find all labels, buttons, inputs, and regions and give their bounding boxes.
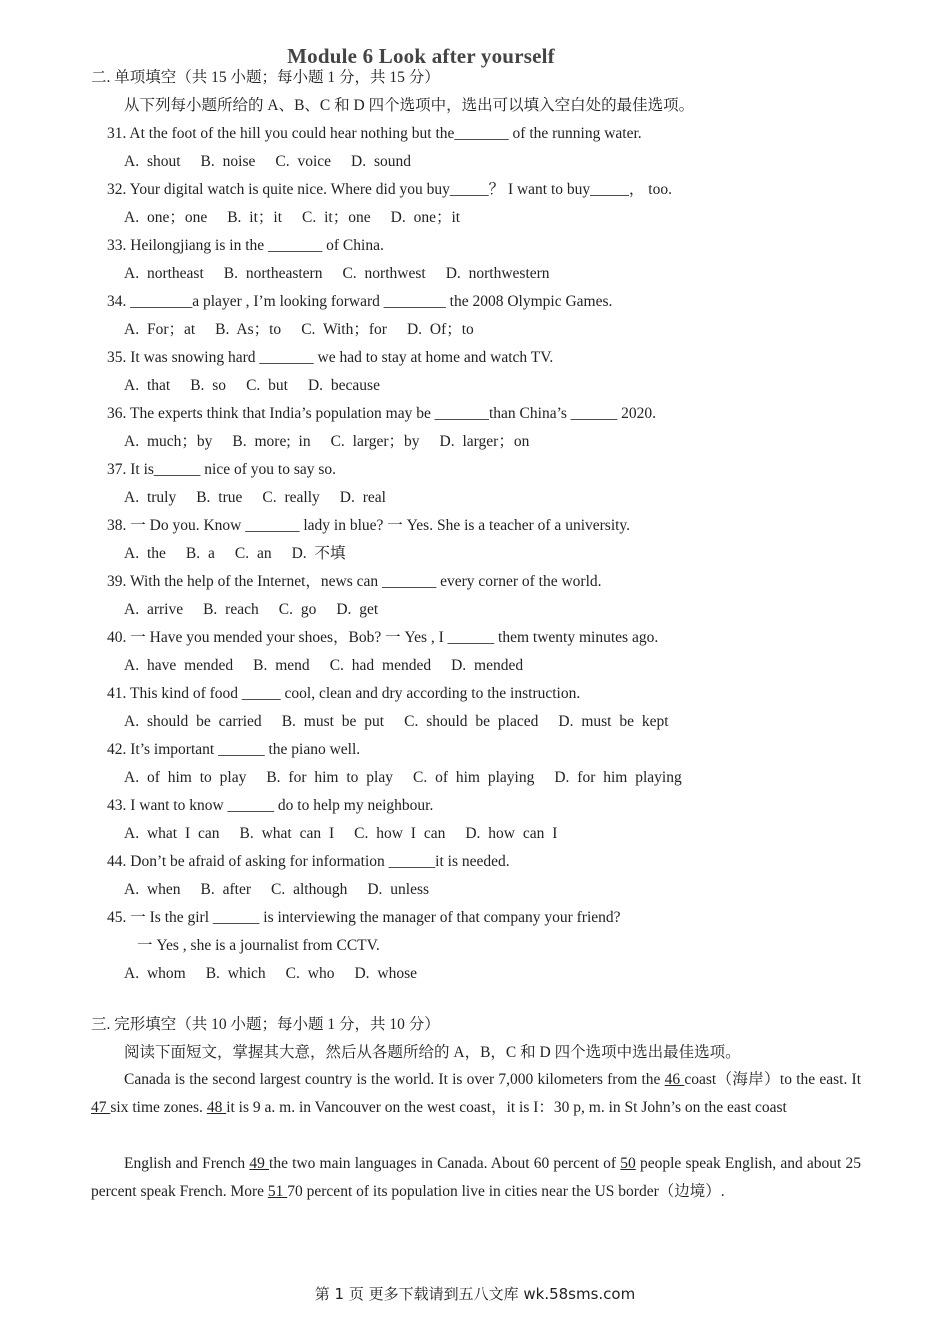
option-a: A. have mended	[124, 657, 234, 674]
option-c: C. it；one	[302, 209, 371, 226]
option-d: D. one；it	[390, 209, 461, 226]
options-row	[124, 712, 669, 732]
passage-text: coast（海岸）to the east. It	[684, 1071, 862, 1088]
option-c: C. With；for	[301, 321, 387, 338]
option-b: B. after	[200, 881, 252, 898]
passage-text: the two main languages in Canada. About 60 percent of	[269, 1155, 621, 1172]
question-text: 38. 一 Do you. Know _______ lady in blue? 一 Yes. She is a teacher of a university.	[107, 517, 631, 534]
option-d: D. larger；on	[439, 433, 530, 450]
option-b: B. it；it	[227, 209, 283, 226]
question-text: 31. At the foot of the hill you could hear nothing but the_______ of the running water.	[107, 125, 642, 142]
options-row	[124, 488, 386, 508]
options-row	[124, 880, 429, 900]
option-b: B. for him to play	[266, 769, 393, 786]
option-a: A. what I can	[124, 825, 220, 842]
page-footer: 第 1 页 更多下载请到五八文库 wk.58sms.com	[314, 1285, 636, 1303]
option-c: C. should be placed	[404, 713, 539, 730]
options-row	[124, 376, 380, 396]
option-c: C. who	[285, 965, 335, 982]
blank-49: 49	[249, 1155, 270, 1172]
option-a: A. arrive	[124, 601, 184, 618]
option-b: B. mend	[253, 657, 310, 674]
option-b: B. a	[185, 545, 215, 562]
option-c: C. had mended	[329, 657, 432, 674]
options-row	[124, 320, 474, 340]
option-c: C. but	[246, 377, 288, 394]
section2-heading: 二. 单项填空（共 15 小题；每小题 1 分，共 15 分）	[91, 69, 440, 86]
options-row	[124, 264, 550, 284]
option-d: D. sound	[351, 153, 411, 170]
question-subline: 一 Yes , she is a journalist from CCTV.	[137, 937, 380, 954]
option-c: C. voice	[275, 153, 332, 170]
option-d: D. mended	[451, 657, 524, 674]
option-c: C. of him playing	[413, 769, 535, 786]
options-row	[124, 656, 523, 676]
passage-text: 70 percent of its population live in cities near the US border（边境）.	[287, 1183, 725, 1200]
options-row	[124, 824, 557, 844]
option-d: D. northwestern	[445, 265, 550, 282]
option-d: D. how can I	[465, 825, 558, 842]
option-c: C. larger；by	[330, 433, 420, 450]
question-text: 45. 一 Is the girl ______ is interviewing the manager of that company your friend?	[107, 909, 621, 926]
option-c: C. how I can	[354, 825, 446, 842]
option-b: B. must be put	[281, 713, 385, 730]
option-a: A. the	[124, 545, 166, 562]
page-title: Module 6 Look after yourself	[287, 44, 555, 68]
option-b: B. reach	[203, 601, 259, 618]
option-a: A. shout	[124, 153, 181, 170]
option-d: D. Of；to	[406, 321, 474, 338]
question-text: 33. Heilongjiang is in the _______ of China.	[107, 237, 384, 254]
passage-text: Canada is the second largest country is the world. It is over 7,000 kilometers from the	[124, 1071, 665, 1088]
option-c: C. an	[234, 545, 272, 562]
option-a: A. much；by	[124, 433, 213, 450]
option-b: B. so	[190, 377, 227, 394]
option-d: D. unless	[367, 881, 430, 898]
blank-51: 51	[267, 1183, 288, 1200]
question-text: 34. ________a player , I’m looking forward ________ the 2008 Olympic Games.	[107, 293, 613, 310]
option-b: B. what can I	[239, 825, 335, 842]
option-a: A. truly	[124, 489, 177, 506]
section3-heading: 三. 完形填空（共 10 小题；每小题 1 分，共 10 分）	[91, 1016, 440, 1033]
options-row	[124, 768, 682, 788]
option-d: D. for him playing	[554, 769, 682, 786]
passage-text: six time zones.	[110, 1099, 207, 1116]
options-row	[124, 544, 346, 564]
blank-47: 47	[91, 1099, 111, 1116]
option-a: A. should be carried	[124, 713, 262, 730]
question-text: 43. I want to know ______ do to help my neighbour.	[107, 797, 434, 814]
option-b: B. northeastern	[223, 265, 323, 282]
blank-46: 46	[664, 1071, 685, 1088]
cloze-paragraph-2	[91, 1150, 861, 1206]
option-a: A. For；at	[124, 321, 196, 338]
section2-instruction: 从下列每小题所给的 A、B、C 和 D 四个选项中，选出可以填入空白处的最佳选项。	[124, 97, 695, 114]
option-d: D. must be kept	[558, 713, 669, 730]
passage-text: English and French	[124, 1155, 250, 1172]
option-a: A. when	[124, 881, 181, 898]
option-d: D. because	[307, 377, 380, 394]
question-text: 42. It’s important ______ the piano well.	[107, 741, 361, 758]
options-row	[124, 152, 411, 172]
option-b: B. which	[205, 965, 266, 982]
question-text: 44. Don’t be afraid of asking for information ______it is needed.	[107, 853, 510, 870]
passage-text: people speak English, and about 25 percent speak French. More	[91, 1155, 862, 1200]
option-b: B. As；to	[215, 321, 282, 338]
option-d: D. get	[336, 601, 379, 618]
option-a: A. whom	[124, 965, 186, 982]
option-b: B. true	[196, 489, 243, 506]
question-text: 40. 一 Have you mended your shoes，Bob? 一 Yes , I ______ them twenty minutes ago.	[107, 629, 659, 646]
options-row	[124, 208, 460, 228]
blank-50: 50	[620, 1155, 636, 1172]
option-d: D. whose	[354, 965, 418, 982]
options-row	[124, 964, 417, 984]
option-c: C. northwest	[342, 265, 426, 282]
option-a: A. that	[124, 377, 171, 394]
question-text: 37. It is______ nice of you to say so.	[107, 461, 337, 478]
option-b: B. more; in	[232, 433, 311, 450]
question-text: 36. The experts think that India’s population may be _______than China’s ______ 2020.	[107, 405, 657, 422]
question-text: 35. It was snowing hard _______ we had to stay at home and watch TV.	[107, 349, 554, 366]
option-a: A. of him to play	[124, 769, 247, 786]
option-c: C. although	[271, 881, 348, 898]
option-c: C. go	[278, 601, 317, 618]
blank-48: 48	[206, 1099, 227, 1116]
option-b: B. noise	[200, 153, 256, 170]
option-c: C. really	[262, 489, 320, 506]
option-a: A. northeast	[124, 265, 204, 282]
section3-instruction: 阅读下面短文，掌握其大意，然后从各题所给的 A，B，C 和 D 四个选项中选出最佳选项。	[124, 1044, 741, 1061]
question-text: 32. Your digital watch is quite nice. Where did you buy_____？ I want to buy_____， too.	[107, 181, 672, 198]
question-text: 41. This kind of food _____ cool, clean and dry according to the instruction.	[107, 685, 581, 702]
options-row	[124, 432, 529, 452]
option-a: A. one；one	[124, 209, 208, 226]
option-d: D. real	[339, 489, 386, 506]
option-d: D. 不填	[291, 545, 346, 562]
options-row	[124, 600, 378, 620]
question-text: 39. With the help of the Internet，news can _______ every corner of the world.	[107, 573, 602, 590]
cloze-paragraph-1	[91, 1066, 861, 1122]
passage-text: it is 9 a. m. in Vancouver on the west coast，it is I：30 p, m. in St John’s on the east coast	[226, 1099, 787, 1116]
